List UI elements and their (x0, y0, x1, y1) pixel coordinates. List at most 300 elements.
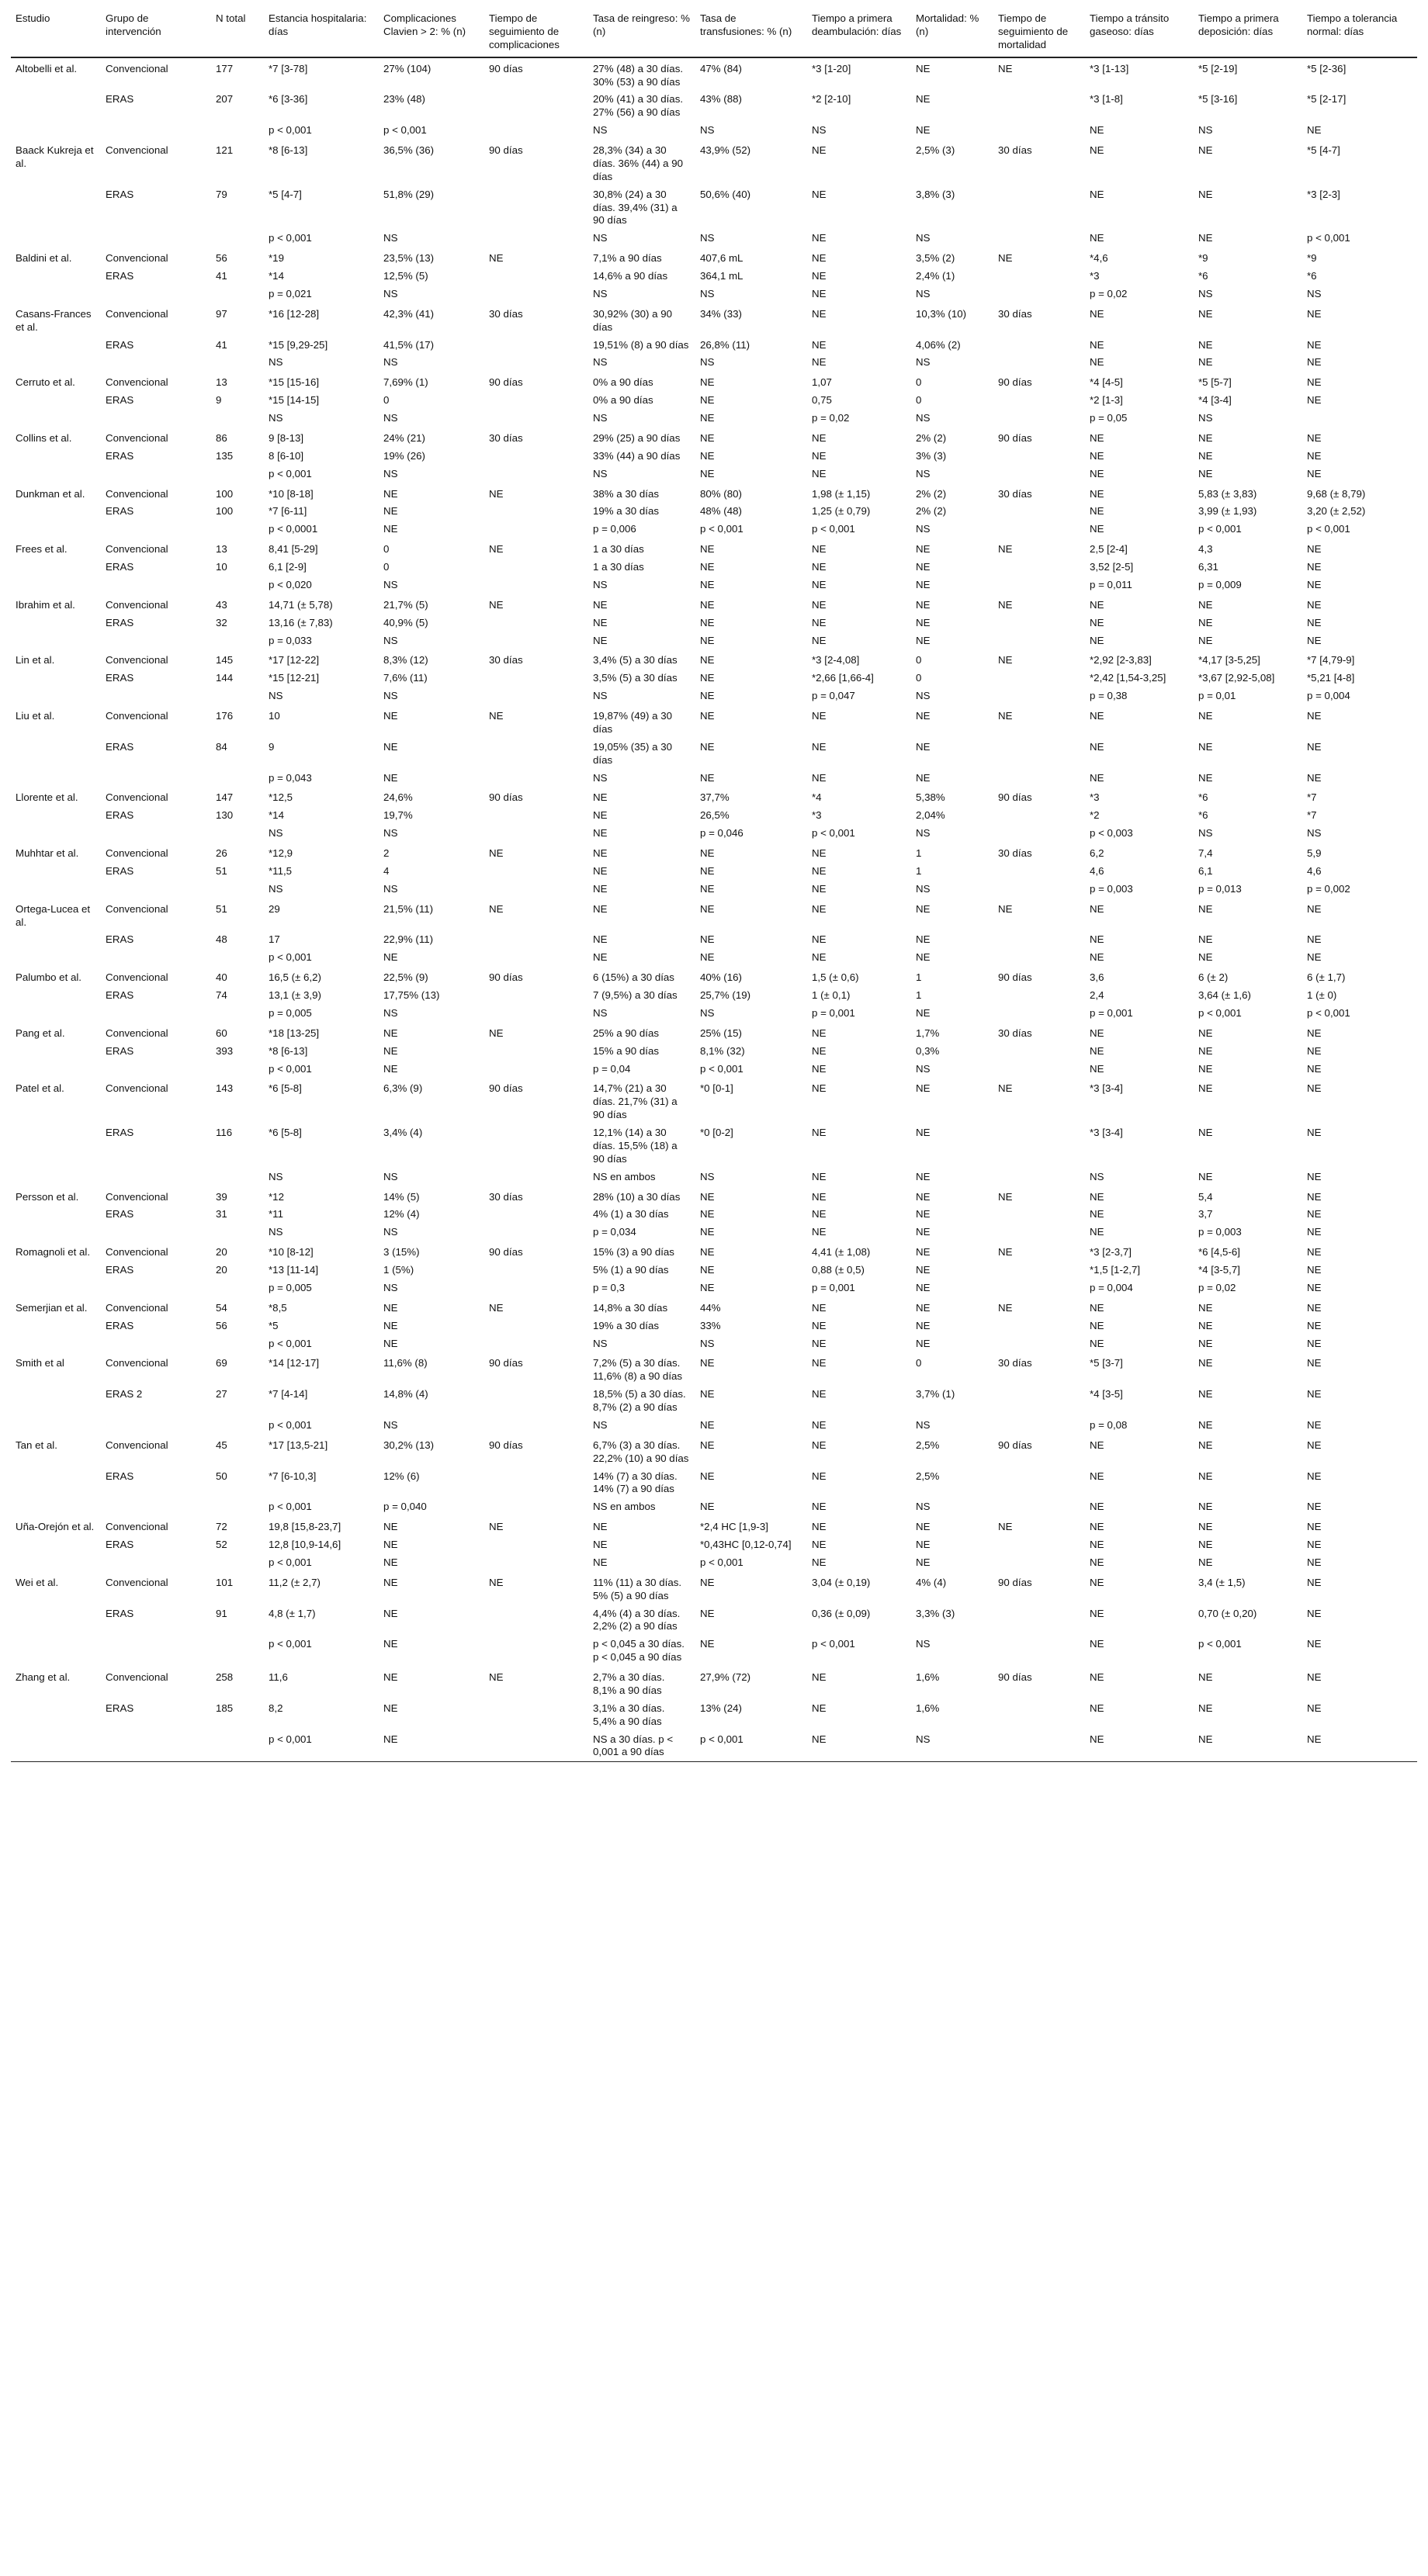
table-cell: NE (916, 771, 931, 784)
table-cell: 6,31 (1198, 561, 1218, 573)
table-cell: NE (807, 1731, 911, 1762)
table-cell: p < 0,001 (812, 827, 855, 840)
table-cell (101, 1498, 211, 1516)
table-cell (993, 1536, 1085, 1554)
table-cell (11, 770, 101, 788)
table-cell: 3,6 (1090, 971, 1104, 984)
table-cell: p = 0,004 (1307, 690, 1350, 702)
table-cell: 3,64 (± 1,6) (1198, 989, 1251, 1001)
table-cell: *16 [12-28] (269, 307, 320, 320)
table-cell: 100 (216, 505, 234, 518)
table-cell: *11,5 (269, 864, 293, 877)
table-cell: p = 0,011 (1090, 578, 1132, 590)
table-cell: NE (1090, 1044, 1104, 1057)
table-cell: NE (1090, 232, 1104, 244)
table-cell: NE (489, 1576, 504, 1588)
table-cell (101, 881, 211, 898)
table-cell (11, 410, 101, 428)
table-cell: NE (1307, 1418, 1322, 1431)
table-cell: *2,4 HC [1,9-3] (700, 1521, 768, 1533)
table-cell: ERAS (106, 933, 134, 946)
table-cell: p = 0,38 (1090, 690, 1128, 702)
table-cell: NE (700, 634, 715, 646)
table-cell: 90 días (489, 62, 523, 74)
table-cell: 34% (33) (700, 307, 742, 320)
table-cell: *6 [5-8] (269, 1127, 302, 1138)
table-cell: Convencional (106, 144, 168, 156)
table-cell: NE (593, 809, 608, 822)
table-cell: NE (1307, 634, 1322, 646)
table-cell: NE (916, 1082, 931, 1095)
table-cell: 12% (6) (383, 1470, 420, 1482)
table-cell: NE (1307, 1170, 1322, 1182)
table-cell: NE (1302, 1731, 1417, 1762)
table-cell: NE (1090, 467, 1104, 480)
table-cell: 24% (21) (383, 431, 425, 444)
table-cell: 50 (216, 1470, 227, 1482)
table-cell: *6 (1307, 270, 1317, 282)
table-cell: p < 0,0001 (269, 523, 318, 535)
table-cell: 90 días (489, 791, 523, 804)
table-cell: NS (916, 1418, 931, 1431)
table-cell: *5 (269, 1319, 279, 1331)
table-cell: Convencional (106, 1027, 168, 1039)
table-cell: NE (812, 356, 827, 369)
table-cell: Collins et al. (16, 431, 72, 444)
table-cell: NE (812, 338, 827, 351)
table-cell (484, 1498, 588, 1516)
table-cell: 90 días (489, 1357, 523, 1369)
table-row (11, 410, 1417, 428)
table-cell: Convencional (106, 431, 168, 444)
table-cell: NE (812, 1127, 827, 1138)
table-cell: ERAS (106, 270, 134, 282)
table-cell: p = 0,08 (1090, 1418, 1128, 1431)
table-cell: NE (593, 902, 608, 915)
table-cell: 90 días (998, 376, 1032, 389)
table-cell: 2,4% (1) (916, 270, 955, 282)
table-cell: p < 0,001 (269, 1418, 312, 1431)
table-cell: *4,6 (1090, 252, 1108, 265)
table-row (11, 1554, 1417, 1572)
table-row (11, 649, 1417, 670)
header-row (11, 6, 1417, 57)
table-cell (11, 670, 101, 687)
table-cell: 3,4 (± 1,5) (1198, 1576, 1246, 1588)
table-cell (11, 268, 101, 286)
table-cell: NE (383, 1062, 398, 1075)
table-cell: p < 0,001 (264, 1731, 379, 1762)
table-cell: NE (1198, 467, 1213, 480)
table-cell (484, 632, 588, 650)
table-cell (484, 1468, 588, 1499)
eras-comparison-table (11, 6, 1417, 1762)
table-cell (11, 1386, 101, 1417)
table-cell: p = 0,034 (593, 1226, 636, 1238)
table-cell: *6 [3-36] (269, 93, 308, 106)
table-cell (11, 448, 101, 466)
table-cell: NE (700, 1226, 715, 1238)
table-cell: NE (1307, 561, 1322, 573)
table-cell: NE (1090, 1638, 1104, 1650)
table-cell (484, 1279, 588, 1297)
table-cell: NS (916, 467, 931, 480)
table-cell: 80% (80) (700, 487, 742, 500)
table-cell: NE (998, 543, 1013, 556)
table-cell: *2,66 [1,66-4] (812, 672, 874, 684)
table-cell (993, 1262, 1085, 1279)
table-cell: *9 (1198, 252, 1208, 265)
table-cell: NE (812, 1082, 827, 1095)
table-cell (11, 931, 101, 949)
table-cell: p = 0,046 (700, 827, 743, 840)
table-cell: NE (1307, 1357, 1322, 1369)
table-cell (211, 1061, 264, 1079)
table-row (11, 825, 1417, 843)
table-cell (11, 354, 101, 372)
table-row (11, 448, 1417, 466)
table-cell: NS (593, 287, 608, 299)
table-cell (484, 1536, 588, 1554)
table-cell: 3,7% (1) (916, 1388, 955, 1401)
table-cell: 41 (216, 270, 227, 282)
table-cell: *3 [3-4] (1090, 1082, 1123, 1095)
column-header: Complicaciones Clavien > 2: % (n) (379, 6, 484, 57)
table-cell: ERAS (106, 394, 134, 407)
table-row (11, 538, 1417, 559)
table-cell (101, 1169, 211, 1186)
table-cell: 2,4 (1090, 989, 1104, 1001)
table-cell: 90 días (998, 791, 1032, 804)
table-cell: 14,8% (4) (383, 1388, 428, 1401)
table-row (11, 186, 1417, 230)
table-cell: NS (911, 1731, 993, 1762)
table-cell: NE (700, 1470, 715, 1482)
column-header: Tiempo a tolerancia normal: días (1302, 6, 1417, 57)
table-cell: *15 [14-15] (269, 394, 320, 407)
table-cell: p < 0,001 (1307, 523, 1350, 535)
table-cell: NE (1198, 1044, 1213, 1057)
table-cell: NS (269, 827, 283, 840)
table-cell (484, 863, 588, 881)
table-cell: 116 (216, 1127, 233, 1138)
table-cell: Convencional (106, 971, 168, 984)
table-cell: NS (593, 232, 608, 244)
table-cell: 1 a 30 días (593, 561, 644, 573)
table-cell: 0,36 (± 0,09) (812, 1607, 871, 1619)
table-cell (101, 1636, 211, 1667)
table-cell: 176 (216, 710, 234, 722)
table-cell (211, 1005, 264, 1023)
table-cell: 30,2% (13) (383, 1439, 435, 1451)
table-cell (211, 521, 264, 538)
table-cell: 4,41 (± 1,08) (812, 1246, 871, 1259)
table-cell: NE (1198, 1082, 1213, 1095)
table-cell (993, 122, 1085, 140)
table-cell: NE (593, 1556, 608, 1568)
table-cell: Convencional (106, 654, 168, 667)
table-cell: 51 (216, 864, 227, 877)
table-row (11, 881, 1417, 898)
table-cell: NE (1090, 1439, 1104, 1451)
column-header: Estancia hospitalaria: días (264, 6, 379, 57)
column-header: Mortalidad: % (n) (911, 6, 993, 57)
table-row (11, 466, 1417, 483)
table-cell: 100 (216, 487, 234, 500)
table-cell: NE (1307, 740, 1322, 753)
table-cell: Dunkman et al. (16, 487, 85, 500)
table-cell: NE (1090, 523, 1104, 535)
table-cell: 1 (916, 989, 922, 1001)
table-cell: NE (1307, 1319, 1322, 1331)
table-cell: 2% (2) (916, 487, 947, 500)
table-cell: 6,7% (3) a 30 días. 22,2% (10) a 90 días (593, 1439, 689, 1464)
table-cell: ERAS (106, 1539, 134, 1550)
table-cell: ERAS (106, 864, 134, 877)
table-row (11, 1700, 1417, 1731)
table-cell: Convencional (106, 847, 168, 859)
table-cell (993, 1417, 1085, 1435)
table-cell: Ortega-Lucea et al. (16, 902, 91, 928)
table-cell: NS (1090, 1170, 1104, 1182)
table-cell: *5 [2-19] (1198, 62, 1238, 74)
table-cell: Tan et al. (16, 1439, 57, 1451)
table-cell: ERAS (106, 1044, 134, 1057)
table-cell: Convencional (106, 1357, 168, 1369)
table-cell: *2 [2-10] (812, 93, 851, 106)
table-cell: Convencional (106, 252, 168, 265)
table-cell (484, 410, 588, 428)
table-cell (993, 987, 1085, 1005)
table-cell: 10,3% (10) (916, 307, 967, 320)
table-cell: *0,43HC [0,12-0,74] (700, 1539, 792, 1550)
table-cell: 0 (916, 672, 922, 684)
column-header: Tiempo a primera deambulación: días (807, 6, 911, 57)
table-cell: Uña-Orejón et al. (16, 1521, 95, 1533)
table-cell: 38% a 30 días (593, 487, 660, 500)
table-cell (211, 1731, 264, 1762)
table-cell: NE (700, 376, 715, 389)
table-cell: 1 (± 0,1) (812, 989, 851, 1001)
table-cell (211, 230, 264, 248)
table-cell: Convencional (106, 791, 168, 804)
table-cell: ERAS (106, 188, 134, 200)
table-cell: NE (916, 1190, 931, 1203)
table-cell: 33% (700, 1319, 721, 1331)
table-cell: NE (916, 578, 931, 590)
table-cell (101, 230, 211, 248)
table-cell: NE (812, 771, 827, 784)
table-cell: 185 (216, 1702, 234, 1714)
table-cell: *14 [12-17] (269, 1357, 320, 1369)
table-cell: NE (1198, 1062, 1213, 1075)
table-cell: 0,70 (± 0,20) (1198, 1607, 1257, 1619)
table-cell: 90 días (489, 376, 523, 389)
table-cell: NS (593, 690, 608, 702)
table-cell: *8 [6-13] (269, 1044, 308, 1057)
table-row (11, 286, 1417, 303)
table-cell: NE (1307, 710, 1322, 722)
table-row (11, 949, 1417, 967)
table-cell (993, 448, 1085, 466)
table-cell: *5 [3-16] (1198, 93, 1238, 106)
table-cell: NS (700, 1337, 715, 1349)
table-cell: NE (812, 882, 827, 895)
table-cell (484, 1417, 588, 1435)
table-cell (211, 825, 264, 843)
table-cell: NE (1307, 1301, 1322, 1314)
table-cell: NE (1090, 616, 1104, 628)
table-cell (484, 1169, 588, 1186)
table-cell: ERAS (106, 740, 134, 753)
table-cell: 0% a 90 días (593, 394, 653, 407)
table-cell (11, 807, 101, 825)
table-row (11, 1262, 1417, 1279)
table-cell: NE (593, 933, 608, 946)
table-cell: 30 días (998, 487, 1032, 500)
table-cell: 90 días (998, 431, 1032, 444)
table-cell: 14% (7) a 30 días. 14% (7) a 90 días (593, 1470, 678, 1495)
table-cell (993, 503, 1085, 521)
table-row (11, 372, 1417, 392)
table-cell (211, 576, 264, 594)
table-cell: 1 (5%) (383, 1264, 414, 1276)
table-cell: NE (489, 598, 504, 611)
table-cell: *5 [3-7] (1090, 1357, 1123, 1369)
table-cell: *5 [2-17] (1307, 93, 1347, 106)
table-cell: NS (700, 287, 715, 299)
table-row (11, 57, 1417, 92)
table-cell: NE (916, 1539, 931, 1550)
table-cell: NE (812, 467, 827, 480)
table-cell: NE (1307, 1576, 1322, 1588)
table-cell: NS (916, 287, 931, 299)
table-cell: NE (593, 791, 608, 804)
table-cell: 145 (216, 654, 234, 667)
table-cell (993, 1700, 1085, 1731)
table-cell: NE (1090, 933, 1104, 946)
table-cell (101, 1417, 211, 1435)
table-cell (993, 286, 1085, 303)
table-cell: 43,9% (52) (700, 144, 751, 156)
table-row (11, 1224, 1417, 1241)
column-header: N total (211, 6, 264, 57)
table-cell: 90 días (998, 1439, 1032, 1451)
table-cell: NE (1307, 431, 1322, 444)
table-cell (11, 1262, 101, 1279)
table-cell: NE (812, 578, 827, 590)
table-cell: 23,5% (13) (383, 252, 435, 265)
table-cell: NS (383, 1281, 398, 1293)
table-cell (101, 632, 211, 650)
table-cell: 0 (916, 394, 922, 407)
table-cell: 50,6% (40) (700, 188, 751, 200)
table-cell: NS (383, 1170, 398, 1182)
table-cell: NE (812, 1556, 827, 1568)
table-cell: NE (916, 1337, 931, 1349)
table-cell: ERAS (106, 449, 134, 462)
table-row (11, 1317, 1417, 1335)
table-cell: 45 (216, 1439, 227, 1451)
table-cell: NS (916, 827, 931, 840)
table-cell: 24,6% (383, 791, 413, 804)
table-cell: NE (1307, 1082, 1322, 1095)
table-cell: *8,5 (269, 1301, 287, 1314)
table-row (11, 863, 1417, 881)
table-cell (484, 881, 588, 898)
table-cell (484, 392, 588, 410)
table-cell: 3,20 (± 2,52) (1307, 505, 1366, 518)
table-cell: 10 (269, 710, 280, 722)
table-cell (993, 1005, 1085, 1023)
table-cell: NE (1090, 740, 1104, 753)
column-header: Tiempo a tránsito gaseoso: días (1085, 6, 1194, 57)
table-row (11, 739, 1417, 770)
table-cell: NS (700, 124, 715, 137)
table-cell: NE (812, 232, 827, 244)
table-cell: NE (1198, 144, 1213, 156)
table-cell: NE (812, 1170, 827, 1182)
table-row (11, 1335, 1417, 1353)
table-cell: NE (1307, 1062, 1322, 1075)
table-cell (101, 1005, 211, 1023)
table-row (11, 787, 1417, 807)
table-cell: Convencional (106, 1082, 168, 1095)
table-cell: 4,8 (± 1,7) (269, 1607, 316, 1619)
table-cell: 8,3% (12) (383, 654, 428, 667)
table-cell (101, 410, 211, 428)
table-row (11, 1636, 1417, 1667)
table-cell: NS (916, 1501, 931, 1513)
table-cell: 3,5% (5) a 30 días (593, 672, 678, 684)
table-cell: NE (1307, 598, 1322, 611)
table-cell: NE (1307, 394, 1322, 407)
table-cell: NE (1090, 1539, 1104, 1550)
table-cell: *7 (1307, 809, 1317, 822)
table-cell: NE (812, 951, 827, 964)
table-cell: 30 días (998, 1027, 1032, 1039)
table-cell: Ibrahim et al. (16, 598, 75, 611)
table-cell: NE (916, 1281, 931, 1293)
table-cell: NE (998, 1190, 1013, 1203)
table-cell: Frees et al. (16, 543, 68, 556)
table-cell: NE (1198, 356, 1213, 369)
table-cell: NE (700, 1208, 715, 1220)
table-cell: NE (916, 1301, 931, 1314)
table-cell: Zhang et al. (16, 1671, 71, 1683)
table-row (11, 1536, 1417, 1554)
table-cell (211, 1417, 264, 1435)
table-cell: NE (1307, 1226, 1322, 1238)
table-cell: NE (812, 1702, 827, 1714)
table-cell (993, 1554, 1085, 1572)
table-cell: NE (812, 307, 827, 320)
table-cell (484, 1700, 588, 1731)
table-cell: 135 (216, 449, 234, 462)
table-cell: NE (1307, 307, 1322, 320)
table-cell: Baack Kukreja et al. (16, 144, 94, 169)
table-row (11, 521, 1417, 538)
table-cell: NE (1090, 1190, 1104, 1203)
table-cell: NE (593, 847, 608, 859)
table-cell: *4 [3-4] (1198, 394, 1232, 407)
table-cell: Pang et al. (16, 1027, 65, 1039)
table-cell: NE (1307, 467, 1322, 480)
table-cell (484, 739, 588, 770)
table-cell: NE (700, 1357, 715, 1369)
table-cell: NE (1090, 449, 1104, 462)
table-cell: 258 (216, 1671, 234, 1683)
